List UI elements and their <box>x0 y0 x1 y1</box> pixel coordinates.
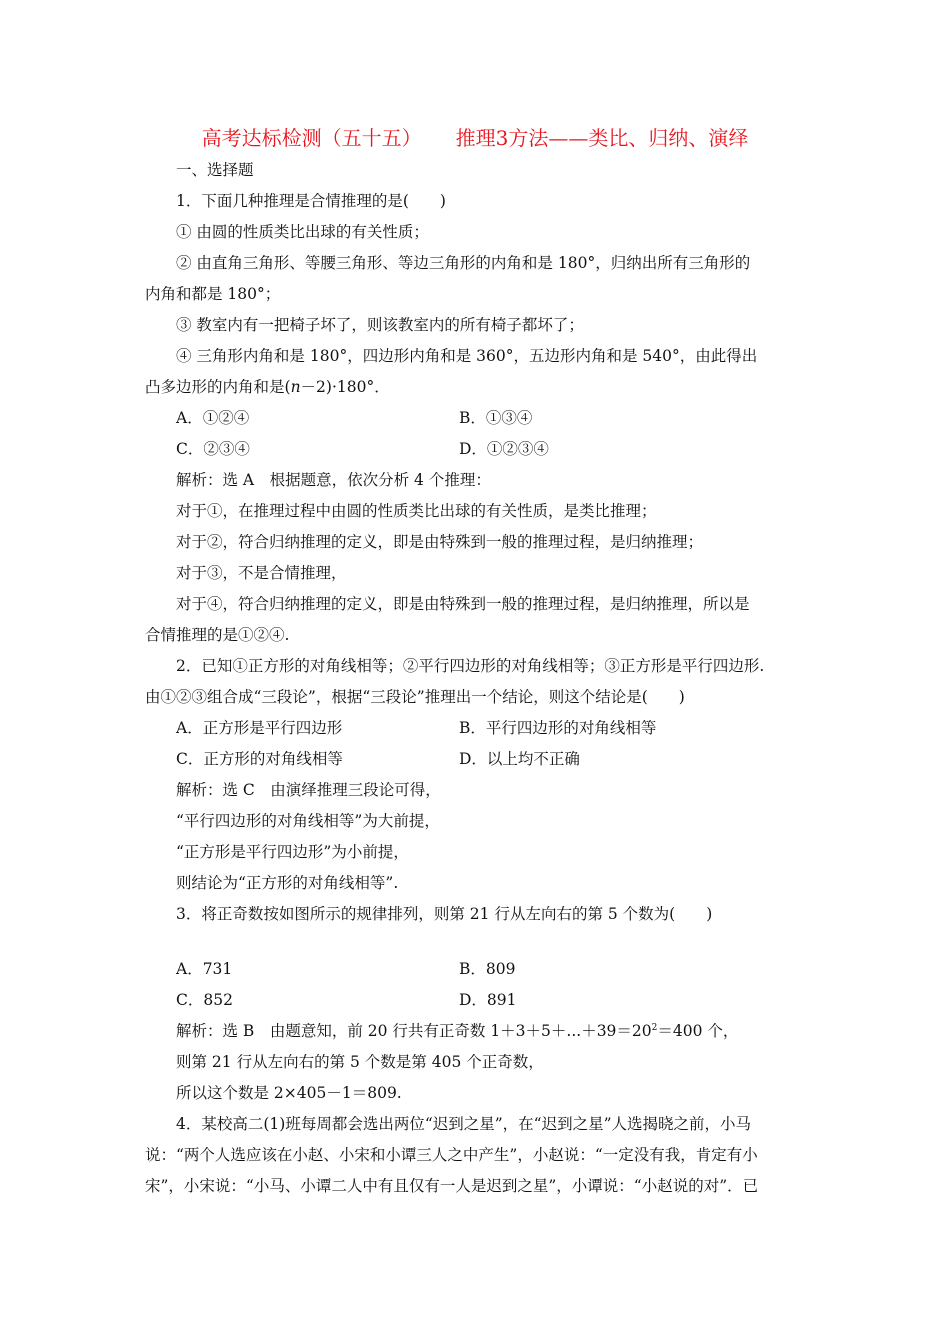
q4-stem-line-1: 4．某校高二(1)班每周都会选出两位“迟到之星”，在“迟到之星”人选揭晓之前，小马 <box>176 1115 752 1133</box>
q1-statement-4: ④ 三角形内角和是 180°，四边形内角和是 360°，五边形内角和是 540°，由此得出 <box>176 347 758 365</box>
q1-s4-text-b: －2)·180°． <box>300 378 390 396</box>
q2-explanation-3: “正方形是平行四边形”为小前提， <box>176 843 409 861</box>
q1-s4-text-a: 凸多边形的内角和是( <box>145 378 291 396</box>
q4-stem-line-3: 宋”，小宋说：“小马、小谭二人中有且仅有一人是迟到之星”，小谭说：“小赵说的对”．已 <box>145 1177 759 1195</box>
q1-statement-2: ② 由直角三角形、等腰三角形、等边三角形的内角和是 180°，归纳出所有三角形的 <box>176 254 751 272</box>
q3-explanation-3: 所以这个数是 2×405－1＝809. <box>176 1084 402 1102</box>
q1-stem: 1．下面几种推理是合情推理的是( ) <box>176 192 446 210</box>
q3-explanation-2: 则第 21 行从左向右的第 5 个数是第 405 个正奇数， <box>176 1053 544 1071</box>
q3-stem: 3．将正奇数按如图所示的规律排列，则第 21 行从左向右的第 5 个数为( ) <box>176 905 713 923</box>
q1-s4-var-n: n <box>290 378 301 396</box>
q3-option-a: A．731 <box>176 960 233 978</box>
q1-explanation-6: 合情推理的是①②④. <box>145 626 290 644</box>
title-sub: 推理3方法——类比、归纳、演绎 <box>455 126 749 150</box>
q2-option-c: C．正方形的对角线相等 <box>176 750 343 768</box>
q2-stem: 2．已知①正方形的对角线相等；②平行四边形的对角线相等；③正方形是平行四边形. <box>176 657 765 675</box>
q1-explanation-5: 对于④，符合归纳推理的定义，即是由特殊到一般的推理过程，是归纳推理，所以是 <box>176 595 750 613</box>
q2-explanation-1: 解析：选 C 由演绎推理三段论可得， <box>176 781 441 799</box>
q4-stem-line-2: 说：“两个人选应该在小赵、小宋和小谭三人之中产生”，小赵说：“一定没有我，肯定有小 <box>145 1146 758 1164</box>
q1-option-b: B．①③④ <box>459 409 533 427</box>
q3-explanation-1 <box>176 1021 846 1041</box>
q3-option-d: D．891 <box>459 991 517 1009</box>
q2-option-b: B．平行四边形的对角线相等 <box>459 719 657 737</box>
q2-option-d: D．以上均不正确 <box>459 750 580 768</box>
q2-option-a: A．正方形是平行四边形 <box>176 719 343 737</box>
q3-e1-text-a: 解析：选 B 由题意知，前 20 行共有正奇数 1＋3＋5＋...＋39＝20 <box>176 1022 652 1040</box>
q2-stem-cont: 由①②③组合成“三段论”，根据“三段论”推理出一个结论，则这个结论是( ) <box>145 688 685 706</box>
q1-explanation-4: 对于③，不是合情推理， <box>176 564 347 582</box>
q3-option-c: C．852 <box>176 991 233 1009</box>
q1-explanation-2: 对于①，在推理过程中由圆的性质类比出球的有关性质，是类比推理； <box>176 502 657 520</box>
q3-e1-text-b: ＝400 个， <box>657 1022 739 1040</box>
q3-e1-exponent: 2 <box>651 1023 658 1033</box>
page-title <box>0 122 950 151</box>
q1-option-c: C．②③④ <box>176 440 250 458</box>
q1-explanation-1: 解析：选 A 根据题意，依次分析 4 个推理： <box>176 471 491 489</box>
title-main: 高考达标检测（五十五） <box>201 126 422 150</box>
q1-option-a: A．①②④ <box>176 409 250 427</box>
q2-explanation-2: “平行四边形的对角线相等”为大前提， <box>176 812 440 830</box>
q1-statement-2-cont: 内角和都是 180°； <box>145 285 281 303</box>
q2-explanation-4: 则结论为“正方形的对角线相等”. <box>176 874 399 892</box>
q1-statement-1: ① 由圆的性质类比出球的有关性质； <box>176 223 429 241</box>
q1-option-d: D．①②③④ <box>459 440 549 458</box>
section-heading: 一、选择题 <box>176 161 254 179</box>
q1-statement-3: ③ 教室内有一把椅子坏了，则该教室内的所有椅子都坏了； <box>176 316 584 334</box>
q1-explanation-3: 对于②，符合归纳推理的定义，即是由特殊到一般的推理过程，是归纳推理； <box>176 533 704 551</box>
q1-statement-4-cont <box>145 377 815 397</box>
q3-option-b: B．809 <box>459 960 516 978</box>
